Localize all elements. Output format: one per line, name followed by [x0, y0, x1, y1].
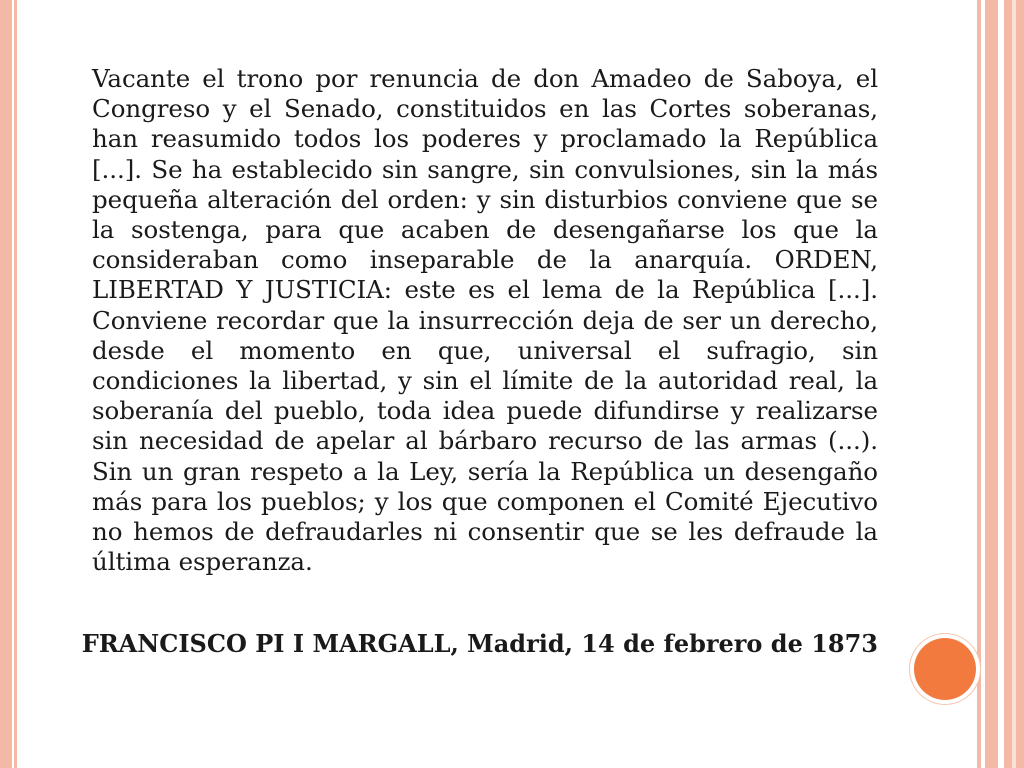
- quote-text: Vacante el trono por renuncia de don Amadeo de Saboya, el Congreso y el Senado, constituidos en las Cortes soberanas, han reasumido todos los poderes y proclamado la República [...]. Se ha establecido sin sangre, sin convulsiones, sin la más pequeña alteración del orden: y sin disturbios conviene que se la sostenga, para que acaben de desengañarse los que la consideraban como inseparable de la anarquía. ORDEN, LIBERTAD Y JUSTICIA: este es el lema de la República [...]. Conviene recordar que la insurrección deja de ser un derecho, desde el momento en que, universal el sufragio, sin condiciones la libertad, y sin el límite de la autoridad real, la soberanía del pueblo, toda idea puede difundirse y realizarse sin necesidad de apelar al bárbaro recurso de las armas (...). Sin un gran respeto a la Ley, sería la República un desengaño más para los pueblos; y los que componen el Comité Ejecutivo no hemos de defraudarles ni consentir que se les defraude la última esperanza.: [92, 64, 878, 577]
- left-border-band: [0, 0, 12, 768]
- right-border-line: [977, 0, 981, 768]
- right-border-highlight: [1012, 0, 1016, 768]
- left-border-line: [14, 0, 17, 768]
- right-border-band: [985, 0, 998, 768]
- signature: FRANCISCO PI I MARGALL, Madrid, 14 de febrero de 1873: [81, 629, 878, 658]
- accent-circle-icon: [914, 638, 976, 700]
